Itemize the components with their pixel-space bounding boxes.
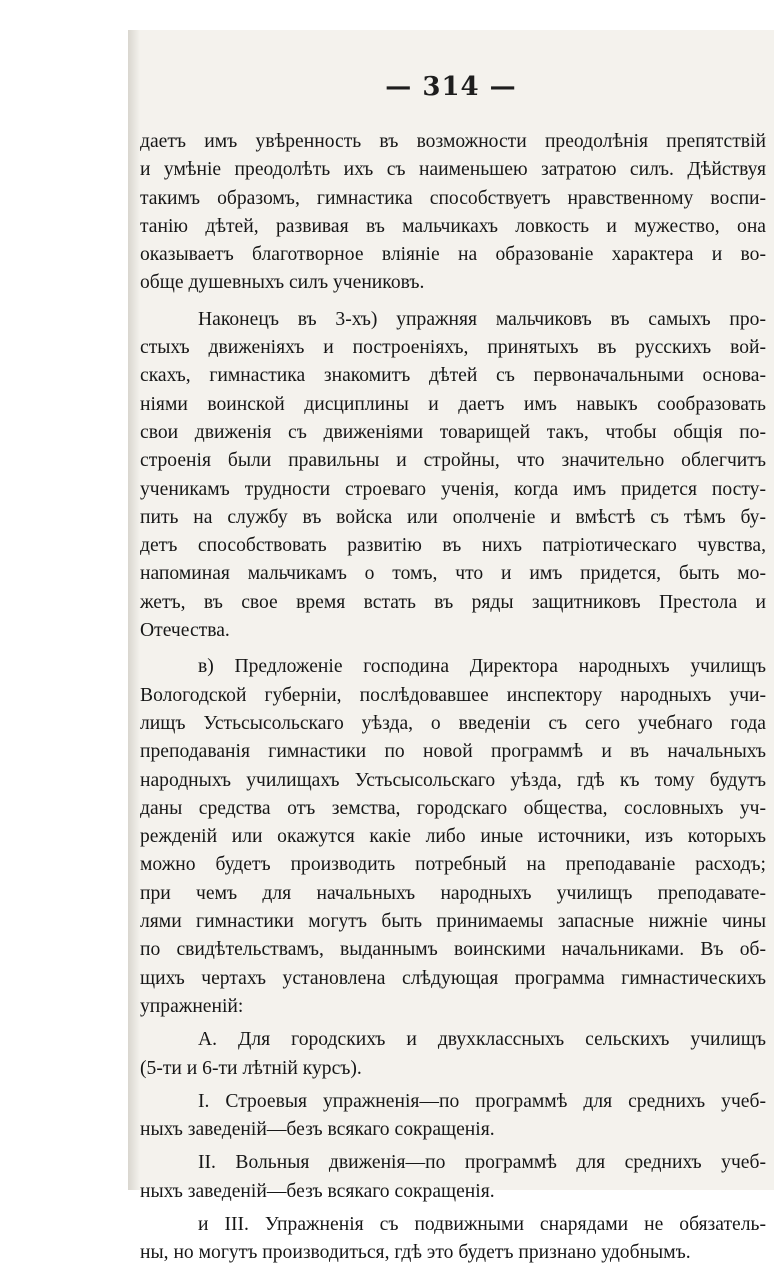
text-line: в) Предложеніе господина Директора народныхъ училищъ — [198, 656, 766, 678]
text-line: такимъ образомъ, гимнастика способствуетъ нравственному воспи- — [140, 187, 766, 209]
text-line: даны средства отъ земства, городскаго общества, сословныхъ уч- — [140, 797, 766, 819]
text-line: упражненій: — [140, 995, 244, 1017]
text-line: А. Для городскихъ и двухклассныхъ сельскихъ училищъ — [198, 1029, 766, 1051]
text-line: даетъ имъ увѣренность въ возможности преодолѣнія препятствій — [140, 131, 766, 152]
text-line: можно будетъ производить потребный на преподаваніе расходъ; — [140, 854, 766, 876]
text-line: Отечества. — [140, 620, 230, 642]
text-line: скахъ, гимнастика знакомитъ дѣтей съ первоначальными основа- — [140, 365, 766, 387]
text-line: преподаванія гимнастики по новой программѣ и въ начальныхъ — [140, 741, 766, 763]
text-line: и умѣніе преодолѣть ихъ съ наименьшею затратою силъ. Дѣйствуя — [140, 159, 766, 181]
text-line: пить на службу въ войска или ополченіе и вмѣстѣ съ тѣмъ бу- — [140, 506, 766, 528]
text-line: II. Вольныя движенія—по программѣ для среднихъ учеб- — [198, 1152, 766, 1174]
text-line: напоминая мальчикамъ о томъ, что и имъ придется, быть мо- — [140, 563, 766, 585]
text-line: строенія были правильны и стройны, что значительно облегчитъ — [140, 450, 766, 472]
text-line: по свидѣтельствамъ, выданнымъ воинскими начальниками. Въ об- — [140, 939, 766, 961]
text-line: ныхъ заведеній—безъ всякаго сокращенія. — [140, 1119, 495, 1141]
text-line: детъ способствовать развитію въ нихъ патріотическаго чувства, — [140, 535, 766, 557]
text-line: при чемъ для начальныхъ народныхъ училищъ преподавате- — [140, 882, 766, 904]
text-line: лями гимнастики могутъ быть принимаемы запасные нижніе чины — [140, 911, 766, 933]
text-line: (5-ти и 6-ти лѣтній курсъ). — [140, 1057, 362, 1079]
text-line: стыхъ движеніяхъ и построеніяхъ, принятыхъ въ русскихъ вой- — [140, 337, 766, 359]
text-line: щихъ чертахъ установлена слѣдующая программа гимнастическихъ — [140, 967, 766, 989]
text-line: ныхъ заведеній—безъ всякаго сокращенія. — [140, 1180, 495, 1202]
text-line: свои движенія съ движеніями товарищей такъ, чтобы общія по- — [140, 421, 766, 443]
page-gutter-shadow — [128, 30, 140, 1190]
text-line: ны, но могутъ производиться, гдѣ это будетъ признано удобнымъ. — [140, 1242, 691, 1264]
text-line: и III. Упражненія съ подвижными снарядами не обязатель- — [198, 1213, 766, 1235]
text-line: жетъ, въ свое время встать въ ряды защитниковъ Престола и — [140, 591, 766, 613]
text-line: народныхъ училищахъ Устьсысольскаго уѣзда, гдѣ къ тому будутъ — [140, 769, 766, 791]
text-line: танію дѣтей, развивая въ мальчикахъ ловкость и мужество, она — [140, 215, 766, 237]
text-line: ученикамъ трудности строеваго ученія, когда имъ придется посту- — [140, 478, 766, 500]
page-number: — 314 — — [385, 72, 517, 102]
text-line: лищъ Устьсысольскаго уѣзда, о введеніи съ сего учебнаго года — [140, 712, 766, 734]
text-line: Вологодской губерніи, послѣдовавшее инспектору народныхъ учи- — [140, 684, 766, 706]
text-line: оказываетъ благотворное вліяніе на образованіе характера и во- — [140, 244, 766, 266]
text-line: ніями воинской дисциплины и даетъ имъ навыкъ сообразовать — [140, 393, 766, 415]
text-line: обще душевныхъ силъ учениковъ. — [140, 272, 425, 294]
text-line: I. Строевыя упражненія—по программѣ для среднихъ учеб- — [198, 1090, 766, 1112]
text-line: Наконецъ въ 3-хъ) упражняя мальчиковъ въ самыхъ про- — [198, 308, 766, 330]
body-text — [140, 128, 766, 1268]
text-line: режденій или окажутся какіе либо иные источники, изъ которыхъ — [140, 826, 766, 848]
